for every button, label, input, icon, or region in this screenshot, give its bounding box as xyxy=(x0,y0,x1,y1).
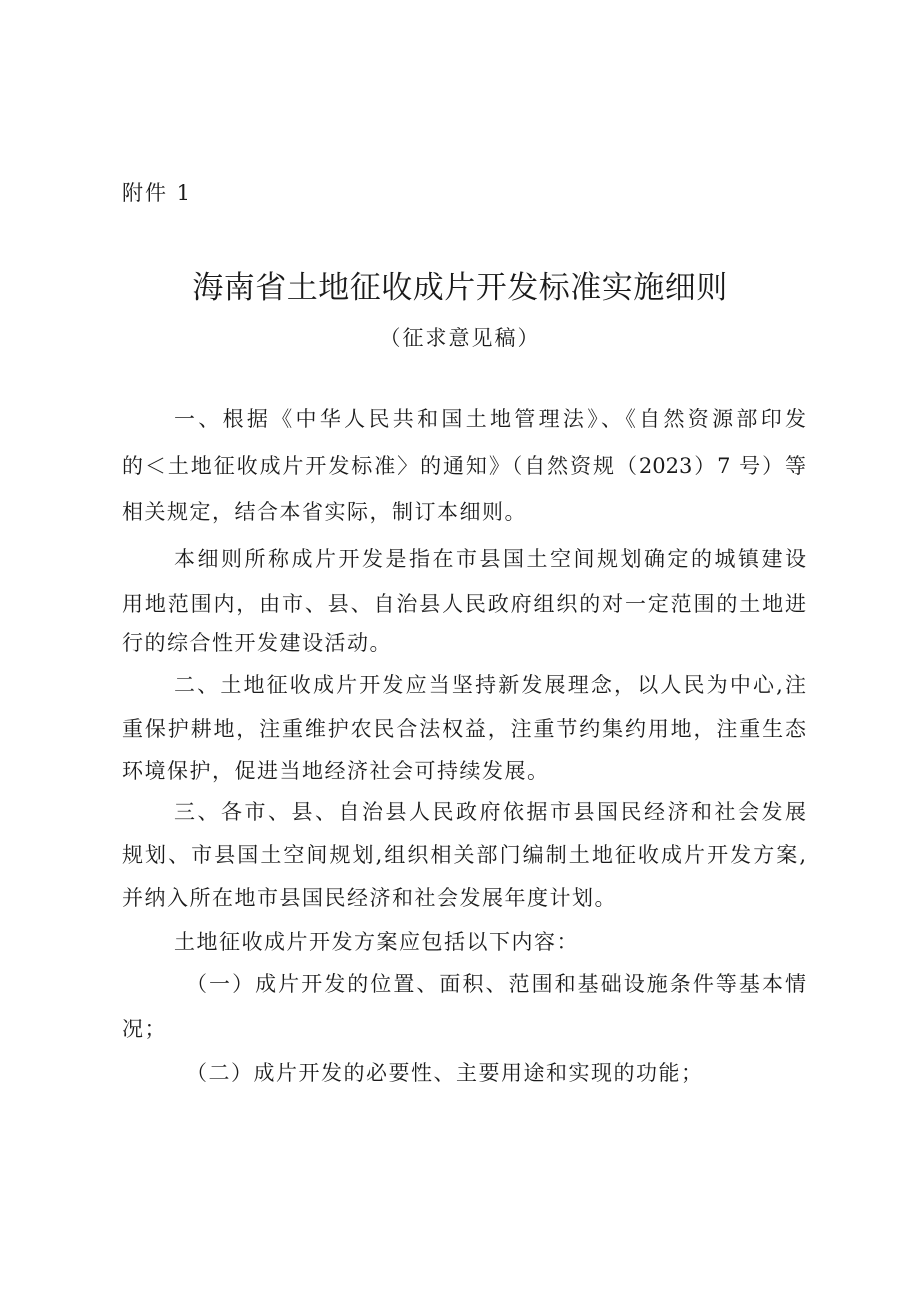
paragraph-line: 本细则所称成片开发是指在市县国土空间规划确定的城镇建设 xyxy=(174,547,806,571)
list-item-line: （二）成片开发的必要性、主要用途和实现的功能； xyxy=(186,1061,704,1085)
paragraph-line: 的＜土地征收成片开发标准〉的通知》（自然资规（2023）7 号）等 xyxy=(122,454,806,478)
paragraph-line: 相关规定，结合本省实际，制订本细则。 xyxy=(122,500,527,524)
paragraph-line: 一、根据《中华人民共和国土地管理法》、《自然资源部印发 xyxy=(174,407,806,431)
document-subtitle: （征求意见稿） xyxy=(379,326,541,350)
document-title: 海南省土地征收成片开发标准实施细则 xyxy=(192,270,728,306)
paragraph-line: 并纳入所在地市县国民经济和社会发展年度计划。 xyxy=(122,886,617,910)
paragraph-line: 行的综合性开发建设活动。 xyxy=(122,631,392,655)
list-item-line: （一）成片开发的位置、面积、范围和基础设施条件等基本情 xyxy=(186,972,806,996)
paragraph-line: 重保护耕地，注重维护农民合法权益，注重节约集约用地，注重生态 xyxy=(122,717,806,741)
paragraph-line: 三、各市、县、自治县人民政府依据市县国民经济和社会发展 xyxy=(174,800,806,824)
list-item-line: 况； xyxy=(122,1017,167,1041)
paragraph-line: 用地范围内，由市、县、自治县人民政府组织的对一定范围的土地进 xyxy=(122,592,806,616)
paragraph-line: 规划、市县国土空间规划,组织相关部门编制土地征收成片开发方案, xyxy=(122,843,806,867)
paragraph-line: 土地征收成片开发方案应包括以下内容： xyxy=(174,930,579,954)
attachment-label: 附件 1 xyxy=(122,181,193,205)
paragraph-line: 二、土地征收成片开发应当坚持新发展理念，以人民为中心,注 xyxy=(174,673,806,697)
paragraph-line: 环境保护，促进当地经济社会可持续发展。 xyxy=(122,759,550,783)
